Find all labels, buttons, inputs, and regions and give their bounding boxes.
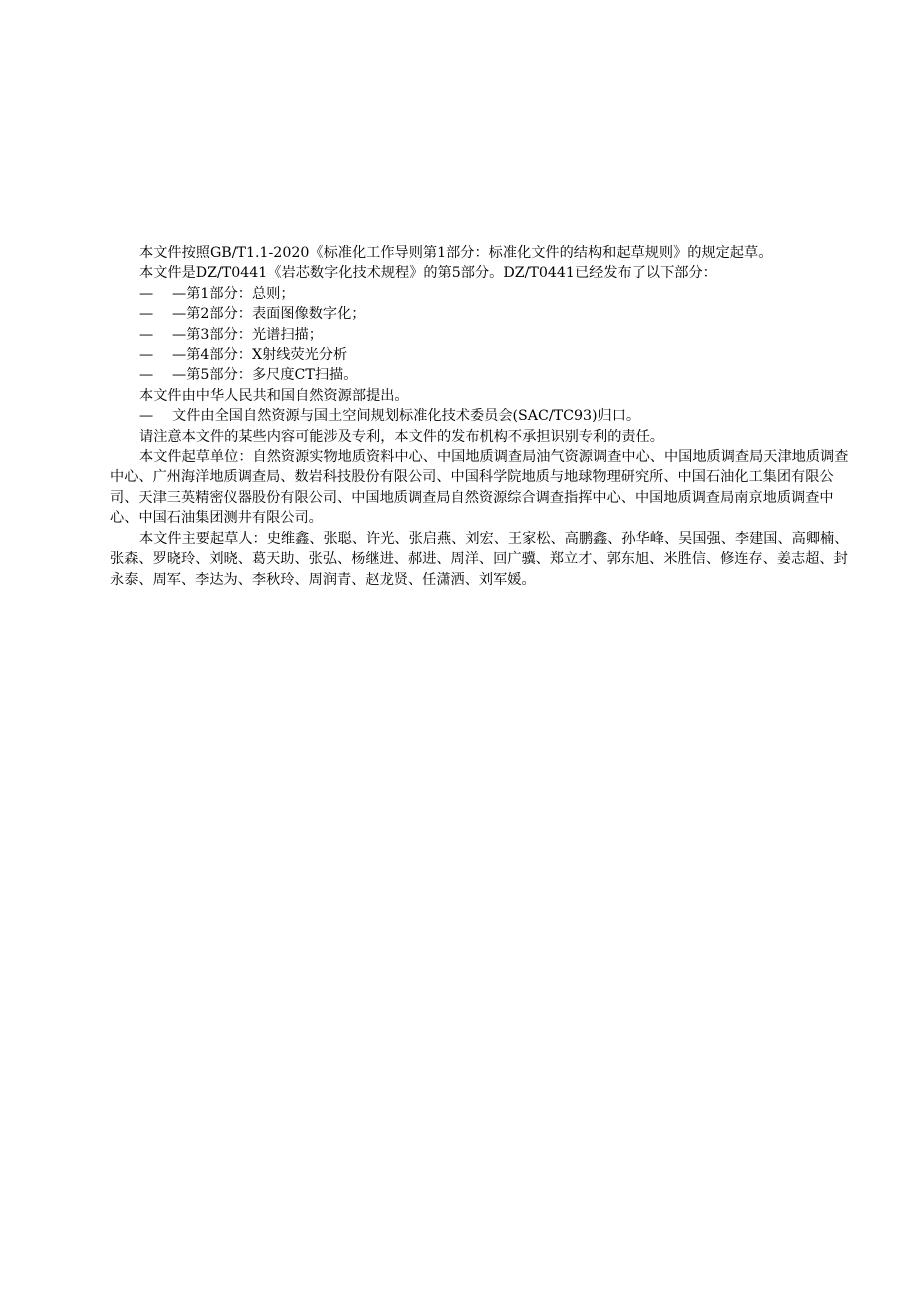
part-list-item-1 bbox=[110, 284, 855, 304]
foreword-paragraph-part-info: 本文件是DZ/T0441《岩芯数字化技术规程》的第5部分。DZ/T0441已经发布了以下部分： bbox=[139, 265, 717, 282]
committee-text: 文件由全国自然资源与国土空间规划标准化技术委员会(SAC/TC93)归口。 bbox=[172, 408, 641, 425]
part-list-text: —第4部分：X射线荧光分析 bbox=[172, 347, 348, 364]
part-list-item-4 bbox=[110, 345, 855, 365]
part-list-item-3 bbox=[110, 325, 855, 345]
list-dash: — bbox=[139, 306, 154, 323]
list-dash: — bbox=[139, 347, 154, 364]
foreword-paragraph-patent-notice: 请注意本文件的某些内容可能涉及专利，本文件的发布机构不承担识别专利的责任。 bbox=[139, 428, 664, 445]
foreword-paragraph-committee bbox=[110, 406, 855, 426]
part-list-item-2 bbox=[110, 304, 855, 324]
list-dash: — bbox=[139, 408, 154, 425]
part-list-text: —第5部分：多尺度CT扫描。 bbox=[172, 367, 358, 384]
foreword-body bbox=[110, 243, 855, 590]
foreword-paragraph-drafting-units: 本文件起草单位：自然资源实物地质资料中心、中国地质调查局油气资源调查中心、中国地质调查局天津地质调查中心、广州海洋地质调查局、数岩科技股份有限公司、中国科学院地质与地球物理研究所、中国石油化工集团有限公司、天津三英精密仪器股份有限公司、中国地质调查局自然资源综合调查指挥中心、中国地质调查局南京地质调查中心、中国石油集团测井有限公司。 bbox=[110, 449, 849, 527]
part-list-text: —第1部分：总则； bbox=[172, 285, 295, 302]
part-list-item-5 bbox=[110, 365, 855, 385]
list-dash: — bbox=[139, 285, 154, 302]
foreword-paragraph-drafting-rules: 本文件按照GB/T1.1-2020《标准化工作导则第1部分：标准化文件的结构和起草规则》的规定起草。 bbox=[139, 245, 773, 261]
foreword-paragraph-proposer: 本文件由中华人民共和国自然资源部提出。 bbox=[139, 387, 409, 404]
part-list-text: —第2部分：表面图像数字化； bbox=[172, 306, 366, 323]
list-dash: — bbox=[139, 367, 154, 384]
list-dash: — bbox=[139, 326, 154, 343]
foreword-paragraph-drafters: 本文件主要起草人：史维鑫、张聪、许光、张启燕、刘宏、王家松、高鹏鑫、孙华峰、吴国强、李建国、高卿楠、张森、罗晓玲、刘晓、葛天助、张弘、杨继进、郝进、周洋、回广骥、郑立才、郭东旭、米胜信、修连存、姜志超、封永泰、周军、李达为、李秋玲、周润青、赵龙贤、任潇洒、刘军媛。 bbox=[110, 530, 849, 588]
part-list-text: —第3部分：光谱扫描； bbox=[172, 326, 323, 343]
